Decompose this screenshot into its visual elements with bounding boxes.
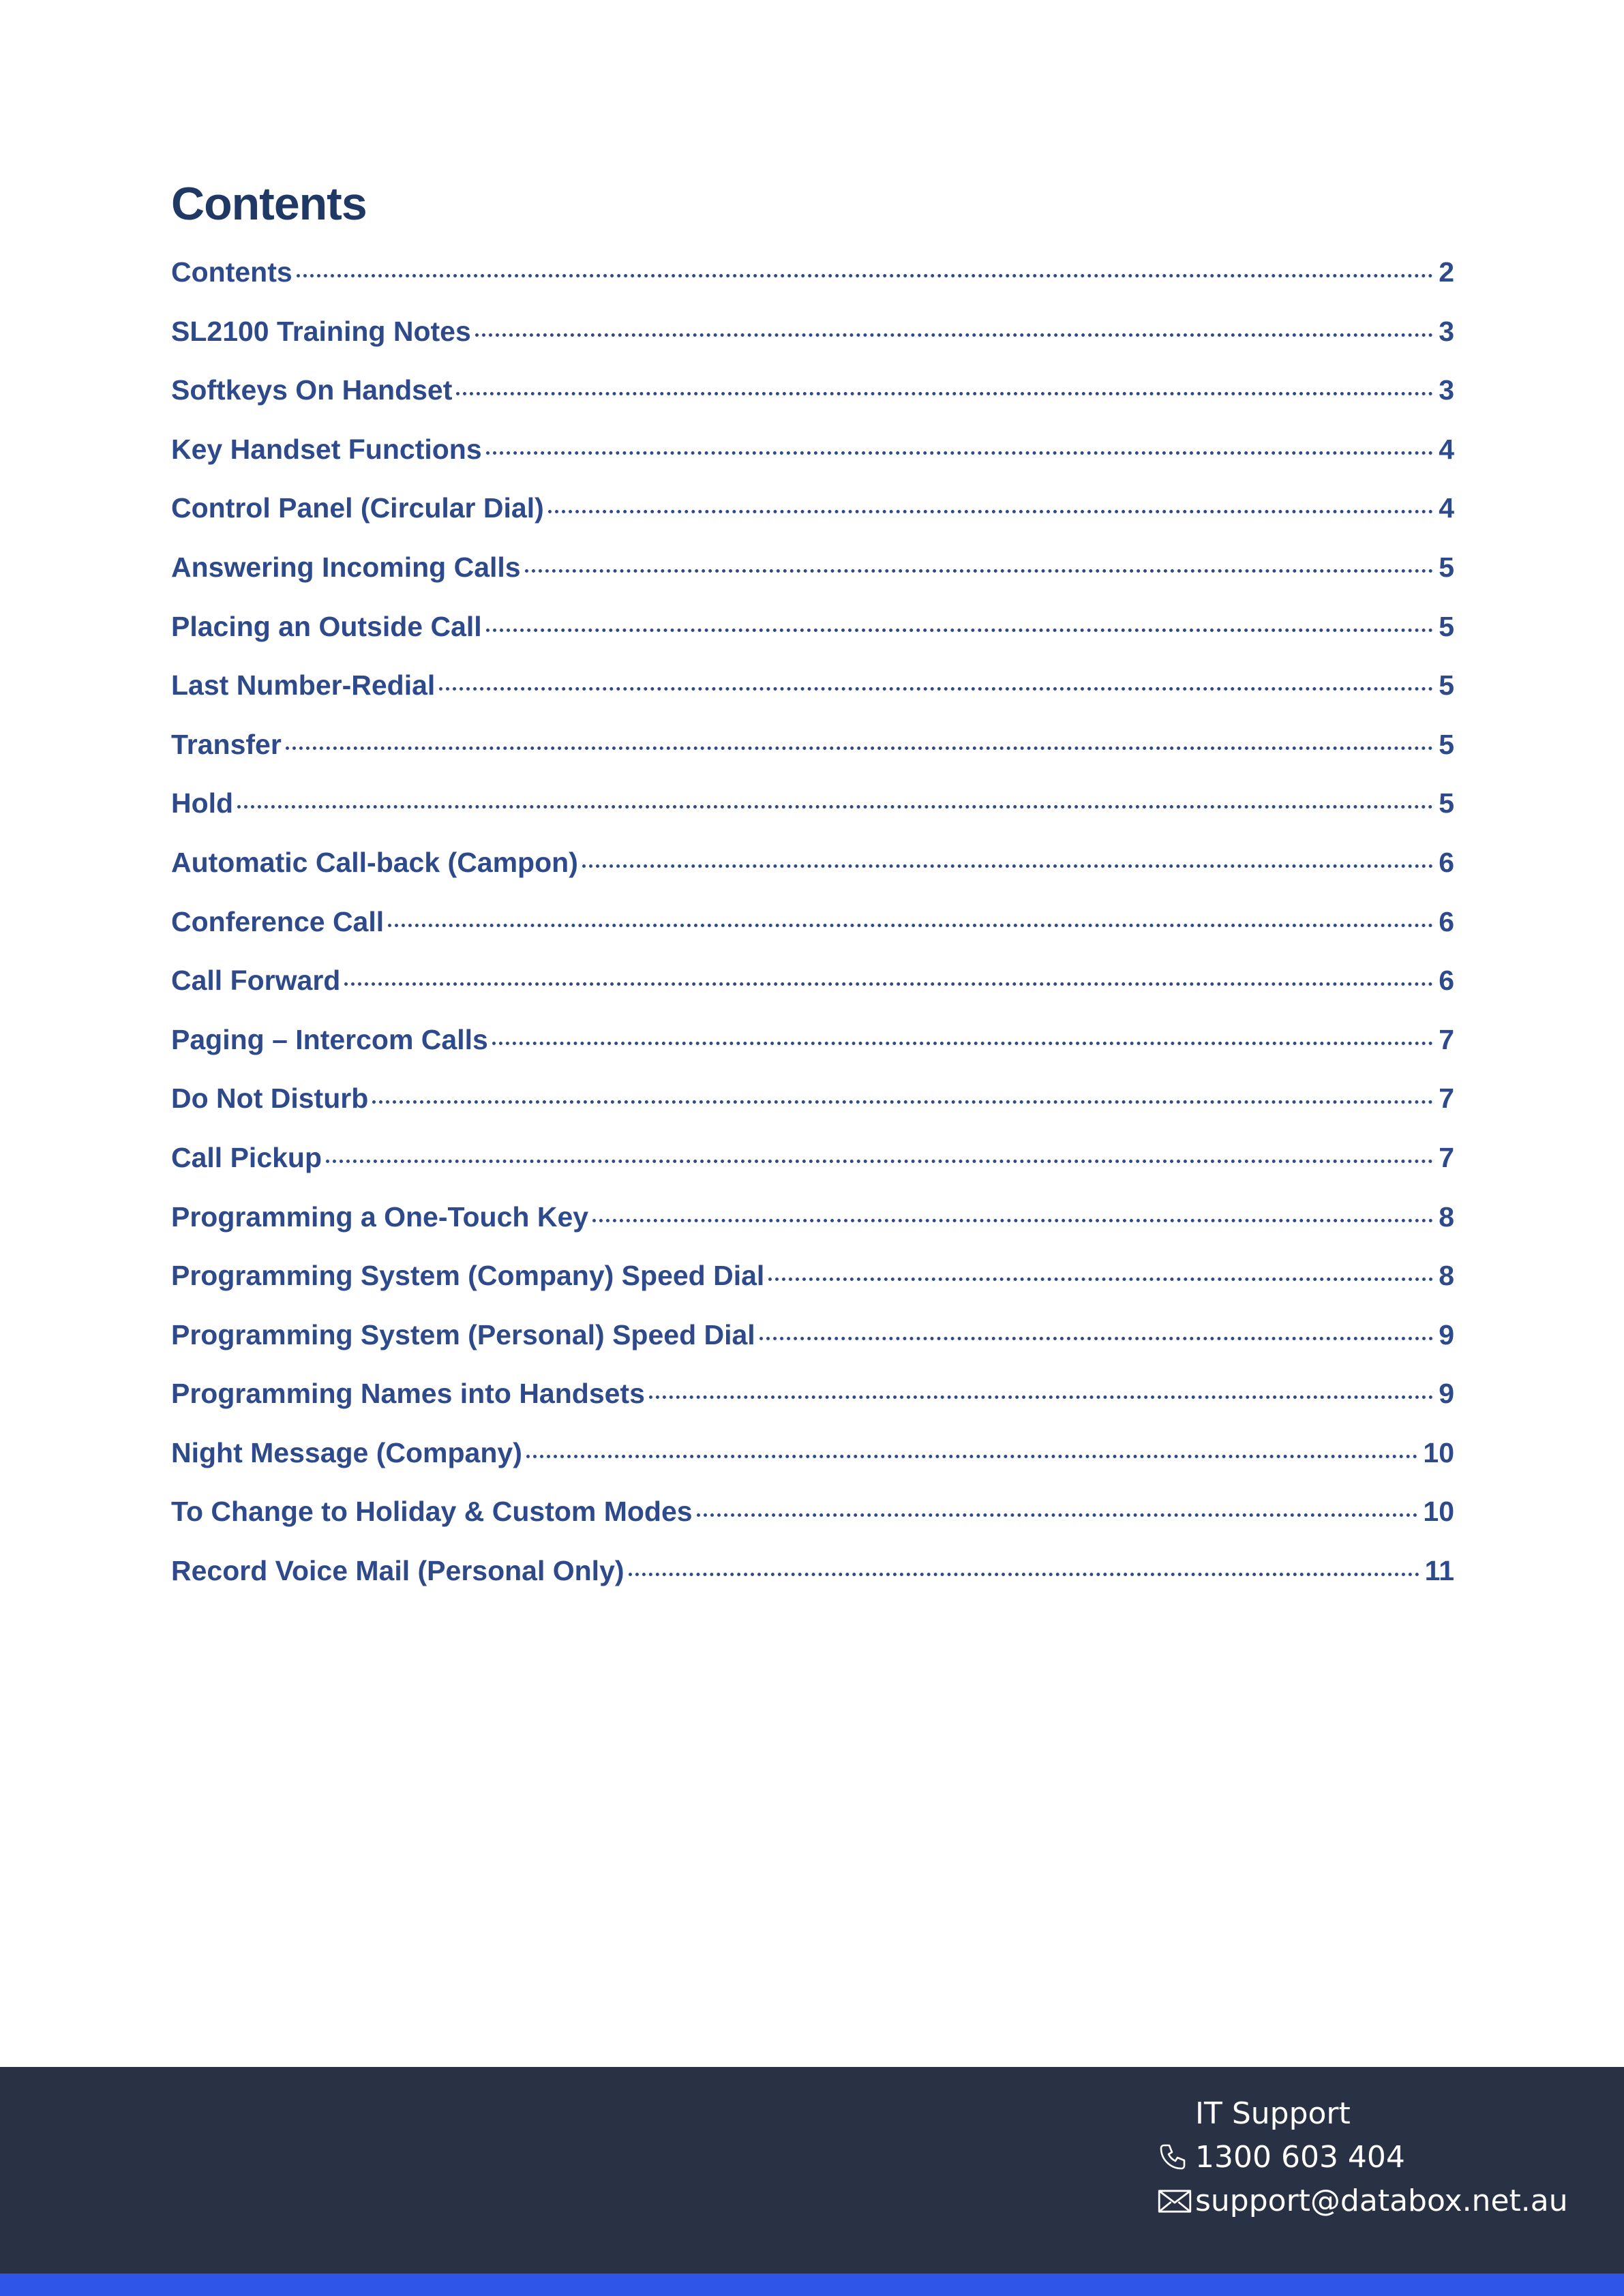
toc-entry[interactable] [171, 833, 1454, 892]
toc-dot-leader [456, 392, 1433, 395]
toc-entry-page: 6 [1439, 905, 1454, 937]
toc-entry[interactable] [171, 715, 1454, 774]
toc-entry[interactable] [171, 1482, 1454, 1541]
phone-line[interactable] [1157, 2136, 1568, 2179]
toc-dot-leader [492, 1042, 1433, 1045]
contact-block [1157, 2092, 1568, 2223]
toc-entry-title: Automatic Call-back (Campon) [171, 846, 578, 878]
toc-entry-title: Programming Names into Handsets [171, 1378, 645, 1410]
footer-accent-bar [0, 2274, 1624, 2296]
toc-entry[interactable] [171, 892, 1454, 952]
toc-dot-leader [592, 1219, 1433, 1222]
toc-heading: Contents [171, 178, 367, 230]
toc-dot-leader [439, 687, 1433, 691]
toc-entry-title: Paging – Intercom Calls [171, 1023, 488, 1055]
toc-entry-title: Answering Incoming Calls [171, 551, 521, 583]
toc-entry-title: Key Handset Functions [171, 433, 482, 465]
toc-list [171, 243, 1454, 1601]
toc-entry-page: 3 [1439, 315, 1454, 347]
toc-entry[interactable] [171, 302, 1454, 361]
toc-entry-title: Transfer [171, 728, 282, 760]
toc-entry-title: Softkeys On Handset [171, 374, 453, 406]
toc-entry-page: 6 [1439, 965, 1454, 997]
toc-entry-title: Programming System (Company) Speed Dial [171, 1260, 765, 1292]
toc-entry-page: 3 [1439, 374, 1454, 406]
toc-entry[interactable] [171, 1305, 1454, 1365]
toc-entry-page: 10 [1423, 1436, 1454, 1468]
toc-entry-page: 7 [1439, 1083, 1454, 1115]
toc-dot-leader [326, 1160, 1433, 1163]
toc-entry[interactable] [171, 479, 1454, 538]
toc-entry[interactable] [171, 1188, 1454, 1247]
toc-entry-title: Do Not Disturb [171, 1083, 369, 1115]
toc-entry-title: Conference Call [171, 905, 385, 937]
toc-dot-leader [768, 1278, 1433, 1281]
toc-entry[interactable] [171, 361, 1454, 420]
toc-entry-title: To Change to Holiday & Custom Modes [171, 1496, 693, 1528]
toc-dot-leader [344, 982, 1433, 986]
toc-entry-title: Hold [171, 787, 234, 819]
envelope-icon [1157, 2184, 1195, 2218]
toc-dot-leader [649, 1395, 1433, 1399]
toc-entry-page: 6 [1439, 846, 1454, 878]
toc-entry-title: Last Number-Redial [171, 669, 436, 701]
toc-entry-page: 11 [1424, 1555, 1454, 1587]
toc-dot-leader [697, 1513, 1418, 1517]
toc-entry[interactable] [171, 243, 1454, 302]
toc-dot-leader [760, 1337, 1433, 1340]
toc-entry-page: 5 [1439, 787, 1454, 819]
toc-entry-page: 10 [1423, 1496, 1454, 1528]
toc-entry-page: 5 [1439, 551, 1454, 583]
toc-entry[interactable] [171, 1128, 1454, 1188]
toc-entry-page: 8 [1439, 1260, 1454, 1292]
toc-dot-leader [372, 1100, 1433, 1104]
support-label-line [1157, 2092, 1568, 2136]
toc-entry[interactable] [171, 538, 1454, 597]
toc-entry-title: Programming System (Personal) Speed Dial [171, 1318, 755, 1350]
email-address[interactable]: support@databox.net.au [1195, 2184, 1568, 2218]
toc-entry-page: 8 [1439, 1200, 1454, 1233]
toc-entry[interactable] [171, 1423, 1454, 1483]
toc-dot-leader [486, 451, 1434, 455]
toc-entry-page: 9 [1439, 1378, 1454, 1410]
toc-entry-page: 7 [1439, 1141, 1454, 1173]
toc-dot-leader [486, 629, 1434, 632]
toc-entry-page: 5 [1439, 610, 1454, 642]
toc-entry[interactable] [171, 1246, 1454, 1305]
toc-entry[interactable] [171, 774, 1454, 833]
toc-dot-leader [582, 864, 1433, 868]
phone-icon [1157, 2141, 1195, 2175]
toc-entry-title: Call Forward [171, 965, 341, 997]
toc-dot-leader [629, 1573, 1419, 1576]
toc-entry-title: SL2100 Training Notes [171, 315, 471, 347]
toc-entry[interactable] [171, 597, 1454, 656]
toc-entry[interactable] [171, 656, 1454, 715]
toc-entry-title: Night Message (Company) [171, 1436, 522, 1468]
toc-dot-leader [475, 333, 1433, 337]
toc-entry-title: Control Panel (Circular Dial) [171, 492, 544, 524]
toc-entry[interactable] [171, 951, 1454, 1010]
toc-dot-leader [297, 274, 1434, 277]
toc-entry-page: 7 [1439, 1023, 1454, 1055]
toc-dot-leader [548, 510, 1433, 513]
toc-dot-leader [237, 805, 1433, 809]
toc-entry-title: Call Pickup [171, 1141, 322, 1173]
toc-entry-page: 5 [1439, 728, 1454, 760]
toc-dot-leader [388, 924, 1433, 927]
toc-entry[interactable] [171, 420, 1454, 479]
toc-entry-title: Placing an Outside Call [171, 610, 482, 642]
toc-entry-page: 2 [1439, 256, 1454, 288]
support-label: IT Support [1195, 2096, 1351, 2131]
toc-entry-page: 4 [1439, 492, 1454, 524]
toc-dot-leader [525, 569, 1434, 573]
toc-entry-title: Record Voice Mail (Personal Only) [171, 1555, 625, 1587]
toc-entry-page: 9 [1439, 1318, 1454, 1350]
toc-entry[interactable] [171, 1364, 1454, 1423]
toc-entry-page: 5 [1439, 669, 1454, 701]
toc-entry-title: Programming a One-Touch Key [171, 1200, 589, 1233]
toc-entry[interactable] [171, 1069, 1454, 1128]
toc-dot-leader [286, 746, 1433, 750]
toc-entry-title: Contents [171, 256, 292, 288]
phone-number[interactable]: 1300 603 404 [1195, 2140, 1405, 2175]
email-line[interactable] [1157, 2179, 1568, 2223]
toc-entry[interactable] [171, 1010, 1454, 1070]
toc-dot-leader [526, 1455, 1418, 1458]
toc-entry[interactable] [171, 1541, 1454, 1601]
toc-entry-page: 4 [1439, 433, 1454, 465]
